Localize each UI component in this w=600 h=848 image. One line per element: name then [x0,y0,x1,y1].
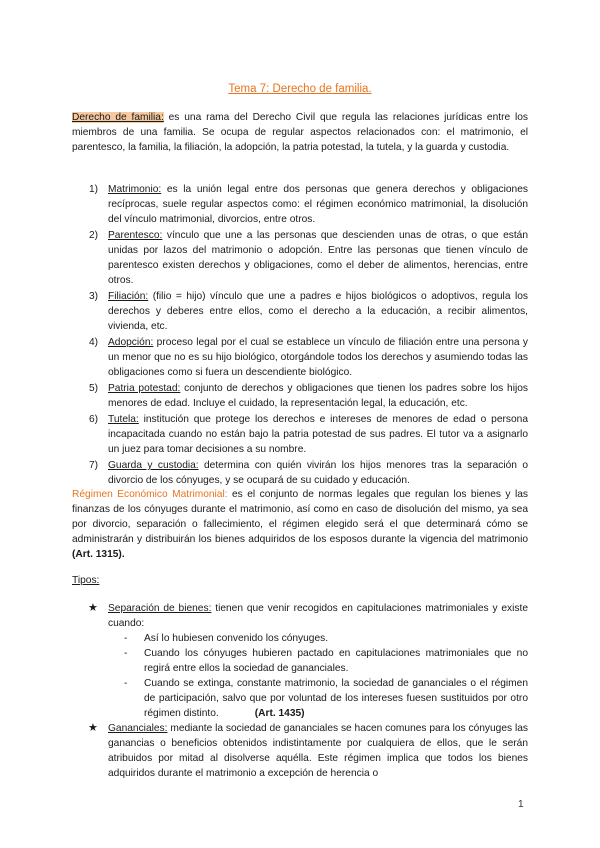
list-item [72,289,528,334]
dash-bullet-icon: - [124,678,128,689]
gananciales-text: mediante la sociedad de gananciales se hacen comunes para los cónyuges las ganancias o beneficios obtenidos indistintamente por cualquiera de ellos, que le serán atribuidos por mitad al disolverse aquélla. Este régimen implica que todos los bienes adquiridos durante el matrimonio a excepción de herencia o [108,723,528,779]
list-item [72,182,528,227]
separacion-text: tienen que venir recogidos en capitulaciones matrimoniales y existe cuando: [108,603,528,629]
list-item [72,601,528,721]
types-list [72,601,528,781]
list-item [72,646,528,676]
separacion-sublist [108,631,528,721]
page-number: 1 [518,799,524,810]
star-bullet-icon: ★ [88,722,98,734]
item-text: institución que protege los derechos e intereses de menores de edad o persona incapacitada cuando no están bajo la patria potestad de sus padres. El tutor va a asignarlo un juez para tomar decisiones a su nombre. [108,414,528,455]
list-item [72,458,528,488]
sub-item-text: Cuando los cónyuges hubieren pactado en capitulaciones matrimoniales que no regirá entre ellos la sociedad de gananciales. [144,648,528,674]
star-bullet-icon: ★ [88,602,98,614]
item-text: es la unión legal entre dos personas que genera derechos y obligaciones recíprocas, suele regular aspectos como: el régimen económico matrimonial, la disolución del vínculo matrimonial, divorcios, entre otros. [108,184,528,225]
list-item [72,721,528,781]
item-number: 4) [89,337,99,348]
item-text: (filio = hijo) vínculo que une a padres e hijos biológicos o adoptivos, regula los derechos y deberes entre ellos, como el derecho a la educación, a recibir alimentos, vivienda, etc. [108,291,528,332]
regimen-paragraph [72,487,528,562]
item-number: 5) [89,383,99,394]
list-item [72,676,528,721]
intro-term: Derecho de familia: [72,112,164,123]
list-item [72,412,528,457]
dash-bullet-icon: - [124,633,128,644]
dash-bullet-icon: - [124,648,128,659]
definitions-list [72,182,528,488]
tipos-heading: Tipos: [72,575,100,586]
intro-paragraph [72,110,528,155]
intro-text: es una rama del Derecho Civil que regula las relaciones jurídicas entre los miembros de una familia. Se ocupa de regular aspectos relacionados con: el matrimonio, el parentesco, la familia, la filiación, la adopción, la patria potestad, la tutela, y la guarda y custodia. [72,112,528,153]
item-number: 3) [89,291,99,302]
item-term: Adopción: [108,337,154,348]
separacion-article: (Art. 1435) [254,708,305,719]
item-term: Matrimonio: [108,184,162,195]
page-title: Tema 7: Derecho de familia. [228,83,372,95]
list-item [72,335,528,380]
item-text: conjunto de derechos y obligaciones que tienen los padres sobre los hijos menores de edad. Incluye el cuidado, la representación legal, la educación, etc. [108,383,528,409]
item-number: 2) [89,230,99,241]
item-term: Parentesco: [108,230,163,241]
item-term: Patria potestad: [108,383,181,394]
item-number: 1) [89,184,99,195]
item-number: 6) [89,414,99,425]
regimen-article: (Art. 1315). [72,549,125,560]
regimen-text: es el conjunto de normas legales que regulan los bienes y las finanzas de los cónyuges durante el matrimonio, así como en caso de disolución del mismo, ya sea por divorcio, separación o fallecimiento, el régimen elegido será el que determinará cómo se administrarán y distribuirán los bienes adquiridos de los esposos durante la vigencia del matrimonio [72,489,528,545]
item-text: determina con quién vivirán los hijos menores tras la separación o divorcio de los cónyuges, y se ocupará de su cuidado y educación. [108,460,528,486]
sub-item-text: Cuando se extinga, constante matrimonio, la sociedad de gananciales o el régimen de participación, salvo que por voluntad de los intereses fuesen sustituidos por otro régimen distinto. [144,678,528,719]
list-item [72,631,528,646]
item-term: Filiación: [108,291,149,302]
item-number: 7) [89,460,99,471]
list-item [72,228,528,288]
sub-item-text: Así lo hubiesen convenido los cónyuges. [144,633,329,644]
list-item [72,381,528,411]
item-text: vínculo que une a las personas que descienden unas de otras, o que están unidas por lazos del matrimonio o adopción. Entre las personas que tienen vínculo de parentesco existen derechos y obligaciones, como el deber de alimentos, herencias, entre otros. [108,230,528,286]
gananciales-term: Gananciales: [108,723,168,734]
item-text: proceso legal por el cual se establece un vínculo de filiación entre una persona y un menor que no es su hijo biológico, otorgándole todos los derechos y asumiendo todas las obligaciones como si fuera un descendiente biológico. [108,337,528,378]
item-term: Guarda y custodia: [108,460,199,471]
item-term: Tutela: [108,414,139,425]
regimen-term: Régimen Económico Matrimonial: [72,489,228,500]
separacion-term: Separación de bienes: [108,603,212,614]
